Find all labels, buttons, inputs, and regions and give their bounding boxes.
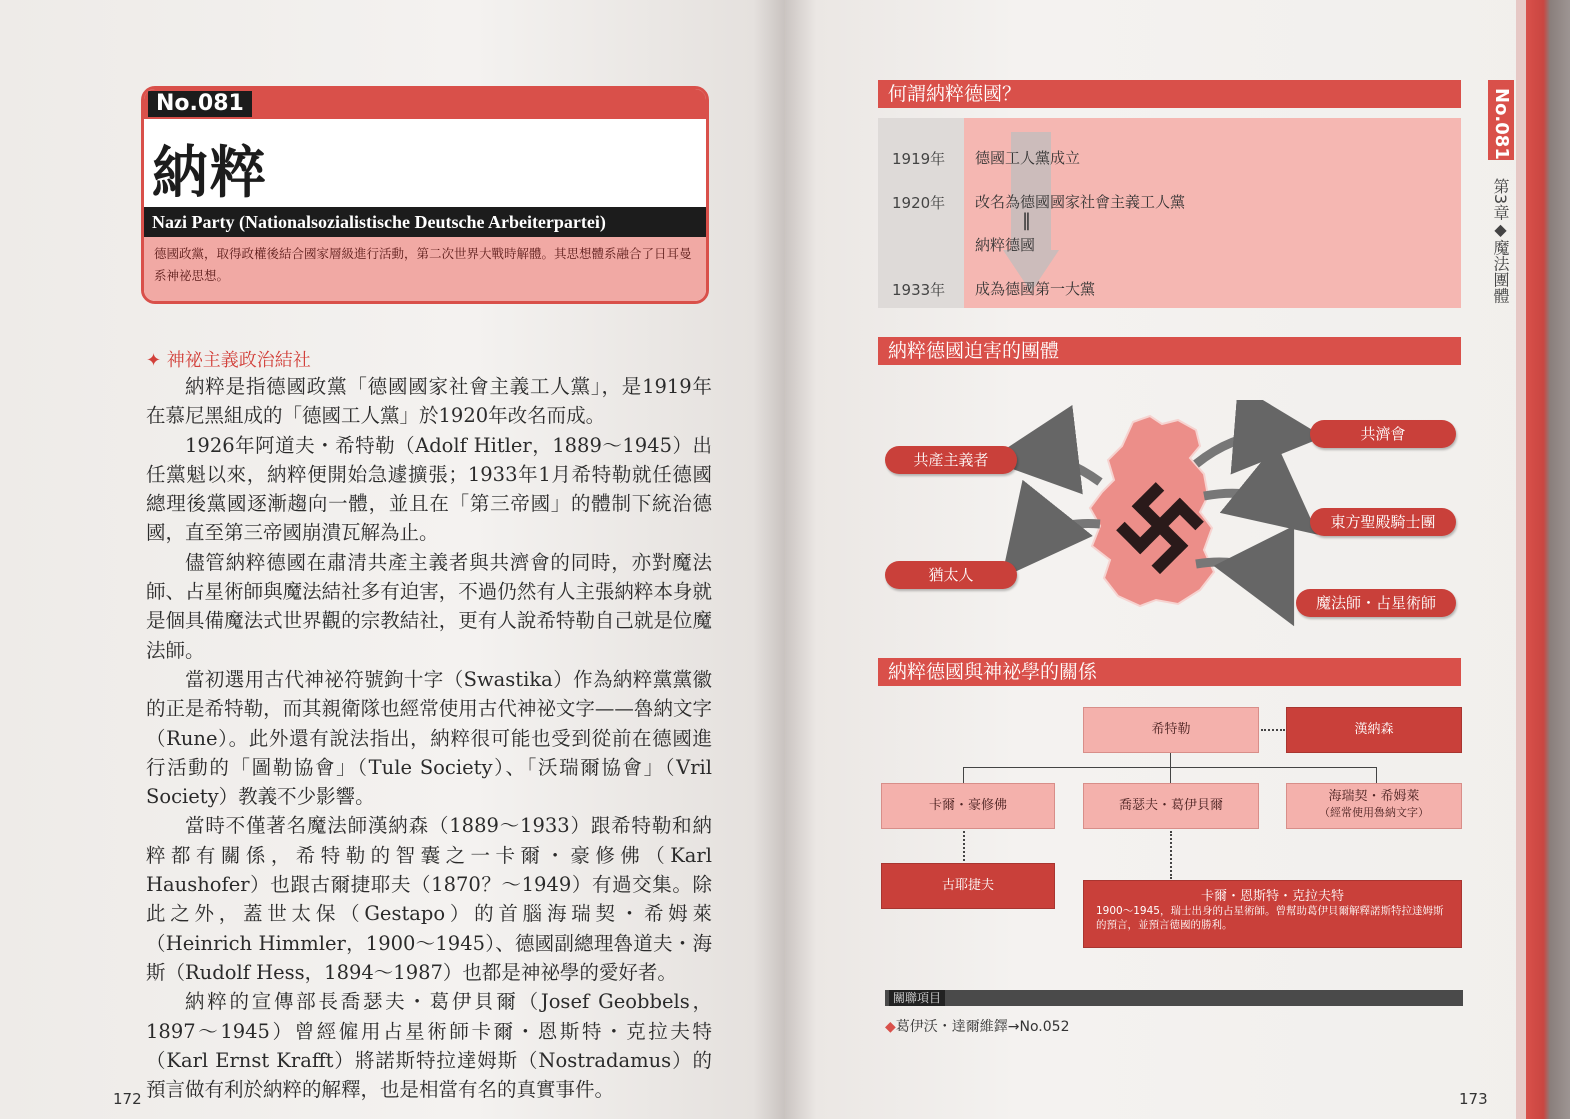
pill-magicians: 魔法師・占星術師: [1296, 589, 1456, 617]
equals-mark: ‖: [1022, 210, 1031, 231]
node-krafft: [1083, 880, 1462, 948]
timeline-event: 改名為德國國家社會主義工人黨: [975, 193, 1186, 211]
dotted-link: [1170, 831, 1172, 879]
paragraph: 1926年阿道夫・希特勒（Adolf Hitler，1889～1945）出任黨魁以來，納粹便開始急遽擴張；1933年1月希特勒就任德國總理後黨國逐漸趨向一體，並且在「第三帝國」的體制下統治德國，直至第三帝國崩潰瓦解為止。: [146, 433, 712, 545]
arrow-freemasons: [1196, 434, 1288, 464]
node-hitler: 希特勒: [1083, 707, 1259, 753]
tree-line: [1170, 767, 1171, 783]
related-item: [885, 1016, 1069, 1036]
timeline-event: 德國工人黨成立: [975, 149, 1081, 167]
node-krafft-name: 卡爾・恩斯特・克拉夫特: [1200, 889, 1344, 904]
timeline-event: 成為德國第一大黨: [975, 280, 1096, 298]
paragraph: 納粹的宣傳部長喬瑟夫・葛伊貝爾（Josef Geobbels，1897～1945）曾經僱用占星術師卡爾・恩斯特・克拉夫特（Karl Ernst Krafft）將諾斯特拉達姆斯（Nostradamus）的預言做有利於納粹的解釋，也是相當有名的真實事件。: [146, 990, 712, 1102]
section-bar-occult-relation: 納粹德國與神祕學的關係: [878, 658, 1461, 686]
pill-templars: 東方聖殿騎士團: [1310, 508, 1456, 536]
pill-communists: 共產主義者: [885, 446, 1017, 474]
related-item-text: 葛伊沃・達爾維鐸→No.052: [895, 1019, 1070, 1035]
section-bar-persecuted: 納粹德國迫害的團體: [878, 337, 1461, 365]
entry-number: No.081: [148, 91, 252, 117]
page-number-left: 172: [113, 1090, 142, 1108]
page-edge-tab: [1526, 0, 1570, 1119]
node-haushofer: 卡爾・豪修佛: [881, 783, 1055, 829]
arrow-communists: [1024, 456, 1100, 482]
tree-line: [1170, 753, 1171, 767]
section-heading: ✦ 神祕主義政治結社: [146, 350, 311, 371]
edge-number: No.081: [1491, 88, 1512, 160]
timeline-event: 納粹德國: [975, 236, 1036, 254]
title-box: [141, 86, 709, 304]
edge-chapter: 第3章◆魔法團體: [1491, 178, 1510, 304]
timeline-year: 1933年: [892, 281, 946, 299]
page-number-right: 173: [1459, 1090, 1488, 1108]
section-bar-what-is: 何謂納粹德國？: [878, 80, 1461, 108]
diamond-icon: ◆: [885, 1019, 896, 1035]
timeline-panel: [878, 118, 1461, 308]
node-hanussen: 漢納森: [1286, 707, 1462, 753]
node-himmler-note: （經常使用魯納文字）: [1319, 806, 1429, 819]
pill-jews: 猶太人: [885, 561, 1017, 589]
timeline-year: 1919年: [892, 150, 946, 168]
node-krafft-note: 1900～1945，瑞士出身的占星術師。曾幫助葛伊貝爾解釋諾斯特拉達姆斯的預言，並預言德國的勝利。: [1096, 905, 1444, 931]
related-items-bar: [885, 990, 1463, 1006]
pill-freemasons: 共濟會: [1310, 420, 1456, 448]
node-gurdjieff: 古耶捷夫: [881, 863, 1055, 909]
arrow-jews: [1024, 524, 1100, 550]
node-himmler-name: 海瑞契・希姆萊: [1328, 789, 1420, 804]
body-text: [146, 372, 712, 1104]
summary-text: 德國政黨，取得政權後結合國家層級進行活動，第二次世界大戰時解體。其思想體系融合了日耳曼系神祕思想。: [144, 237, 706, 301]
tree-line: [1376, 767, 1377, 783]
english-title: Nazi Party (Nationalsozialistische Deutsche Arbeiterpartei): [144, 207, 706, 237]
node-goebbels: 喬瑟夫・葛伊貝爾: [1083, 783, 1259, 829]
related-items-label: 關聯項目: [889, 990, 945, 1006]
paragraph: 儘管納粹德國在肅清共產主義者與共濟會的同時，亦對魔法師、占星術師與魔法結社多有迫害，不過仍然有人主張納粹本身就是個具備魔法式世界觀的宗教結社，更有人說希特勒自己就是位魔法師。: [146, 550, 712, 662]
paragraph: 當時不僅著名魔法師漢納森（1889～1933）跟希特勒和納粹都有關係，希特勒的智囊之一卡爾・豪修佛（Karl Haushofer）也跟古爾捷耶夫（1870？～1949）有過交集。除此之外，蓋世太保（Gestapo）的首腦海瑞契・希姆萊（Heinrich Himmler，1900～1945）、德國副總理魯道夫・海斯（Rudolf Hess，1894～1987）也都是神祕學的愛好者。: [146, 814, 712, 984]
dotted-link: [1261, 729, 1285, 731]
paragraph: 當初選用古代神祕符號鉤十字（Swastika）作為納粹黨黨徽的正是希特勒，而其親衛隊也經常使用古代神祕文字——魯納文字（Rune）。此外還有說法指出，納粹很可能也受到從前在德國進行活動的「圖勒協會」（Tule Society）、「沃瑞爾協會」（Vril Society）教義不少影響。: [146, 667, 712, 809]
paragraph: 納粹是指德國政黨「德國國家社會主義工人黨」，是1919年在慕尼黑組成的「德國工人黨」於1920年改名而成。: [146, 375, 712, 428]
page-title: 納粹: [152, 141, 268, 206]
timeline-year: 1920年: [892, 194, 946, 212]
tree-line: [963, 767, 964, 783]
node-himmler: [1286, 783, 1462, 829]
arrow-templars: [1204, 493, 1290, 512]
dotted-link: [963, 831, 965, 861]
